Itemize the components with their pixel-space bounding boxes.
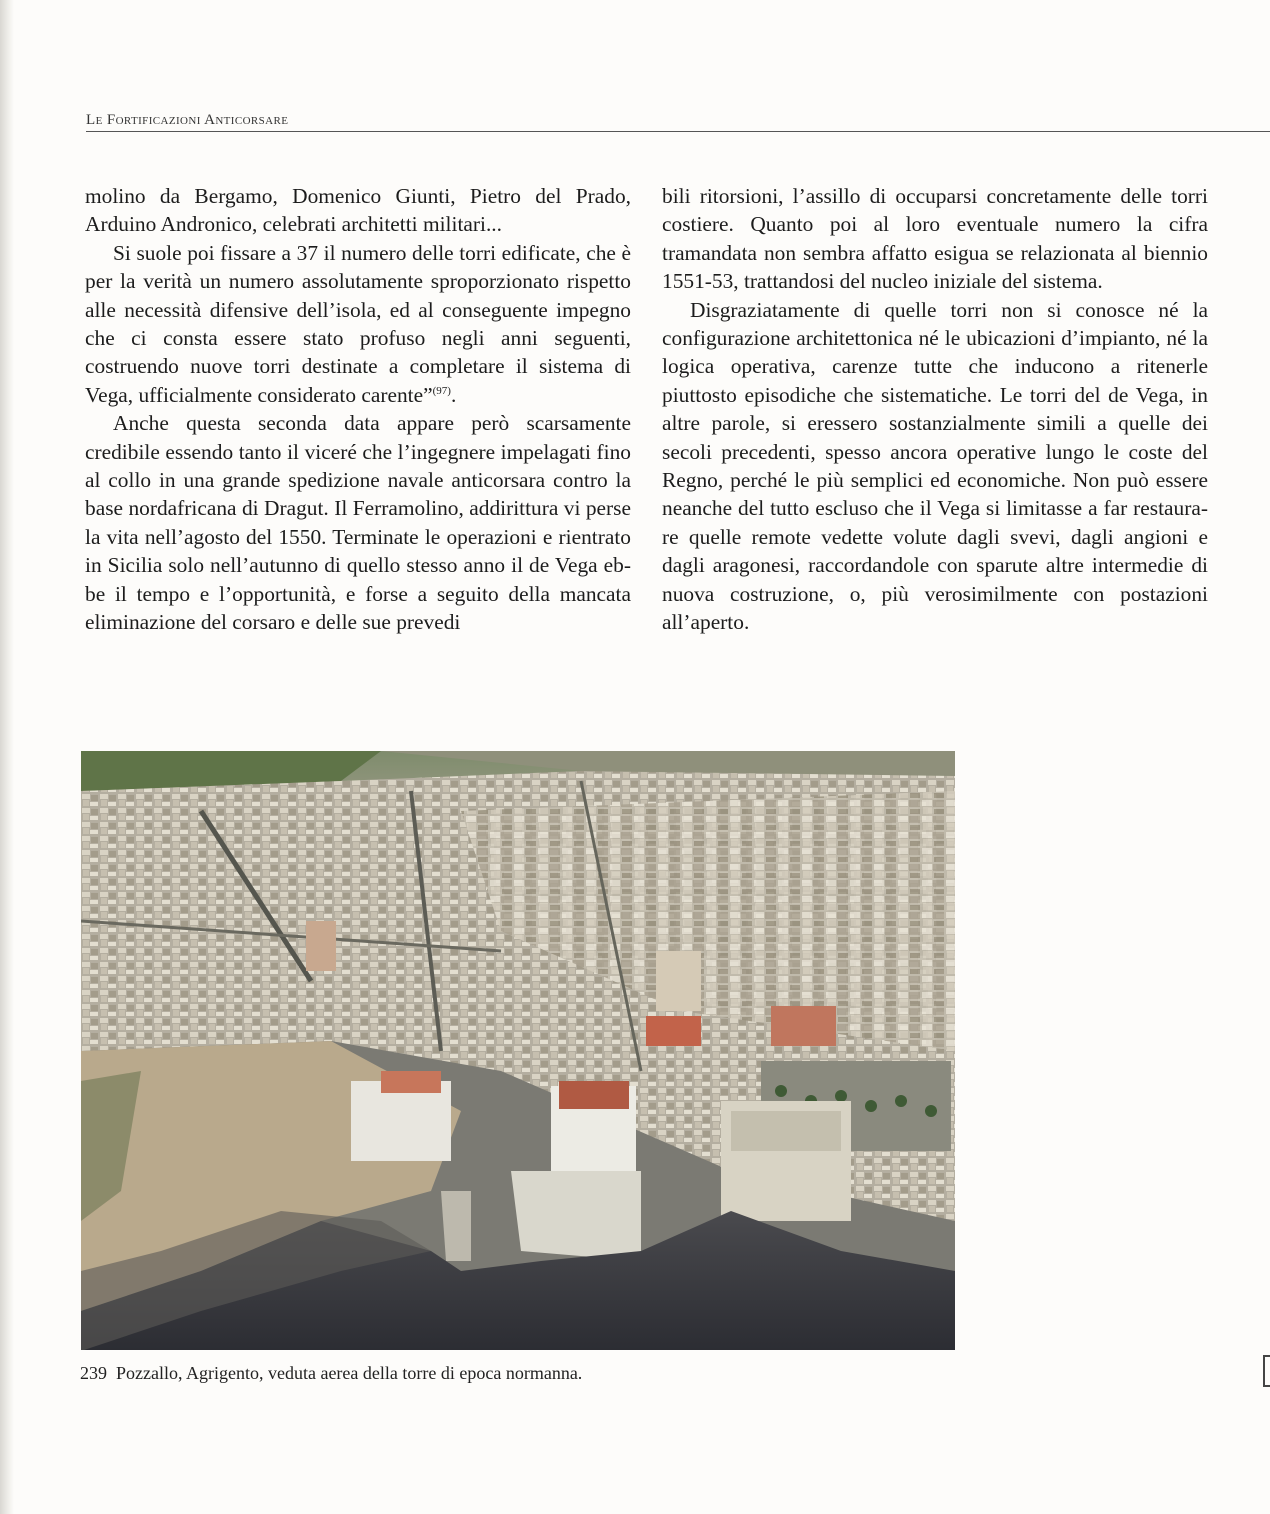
figure-number: 239 <box>80 1363 107 1383</box>
running-header: Le Fortificazioni Anticorsare <box>86 112 289 128</box>
paragraph: Si suole poi fissare a 37 il numero delle torri edificate, che è per la verità un numero assolutamente sproporzionato rispetto alle necessità difensive dell’isola, ed al conseguente impegno che ci consta essere stato profuso negli anni seguenti, costruendo nuove torri destinate a completare il sistema di Vega, ufficialmente considerato carente”$^{(97)}$. <box>85 240 631 407</box>
paragraph: molino da Bergamo, Domenico Giunti, Pietro del Prado, Arduino Andronico, celebrati architetti militari... <box>85 184 631 237</box>
footnote-reference: (97) <box>432 384 451 397</box>
paragraph: Disgraziatamente di quelle torri non si conosce né la configurazione architettonica né le ubicazioni d’impianto, né la logica operativa, carenze tutte che inducono a ritenerle piuttosto episodiche che sistematiche. Le torri del de Vega, in altre parole, si eressero sostanzialmente simili a quelle dei secoli precedenti, spesso ancora operative lungo le coste del Regno, perché le più semplici ed economiche. Non può essere neanche del tutto escluso che il Vega si limitasse a far restaurare quelle remote vedette volute dagli svevi, dagli angioni e dagli aragonesi, raccordandole con sparute altre intermedie di nuova costruzione, o, più verosimilmente con postazioni all’aperto. <box>662 297 1208 635</box>
paragraph: Anche questa seconda data appare però scarsamente credibile essendo tanto il viceré che l’ingegnere impelagati fino al collo in una grande spedizione navale anticorsara contro la base nordafricana di Dragut. Il Ferramolino, addirittura vi perse la vita nell’agosto del 1550. Terminate le operazioni e rientrato in Sicilia solo nell’autunno di quello stesso anno il de Vega ebbe il tempo e l’opportunità, e forse a seguito della mancata eliminazione del corsaro e delle sue prevedi <box>85 411 631 635</box>
crop-mark <box>1263 1355 1270 1387</box>
header-rule <box>86 131 1270 132</box>
caption-text: Pozzallo, Agrigento, veduta aerea della torre di epoca normanna. <box>116 1363 583 1383</box>
text-column-right <box>662 182 1208 637</box>
aerial-photo <box>81 751 955 1350</box>
text-column-left <box>85 182 631 637</box>
figure-caption <box>80 1363 582 1384</box>
paragraph: bili ritorsioni, l’assillo di occuparsi concretamente delle torri costiere. Quanto poi al loro eventuale numero la cifra tramandata non sembra affatto esigua se relazionata al biennio 1551-53, trattandosi del nucleo iniziale del sistema. <box>662 184 1208 294</box>
page-binding-edge <box>0 0 14 1514</box>
